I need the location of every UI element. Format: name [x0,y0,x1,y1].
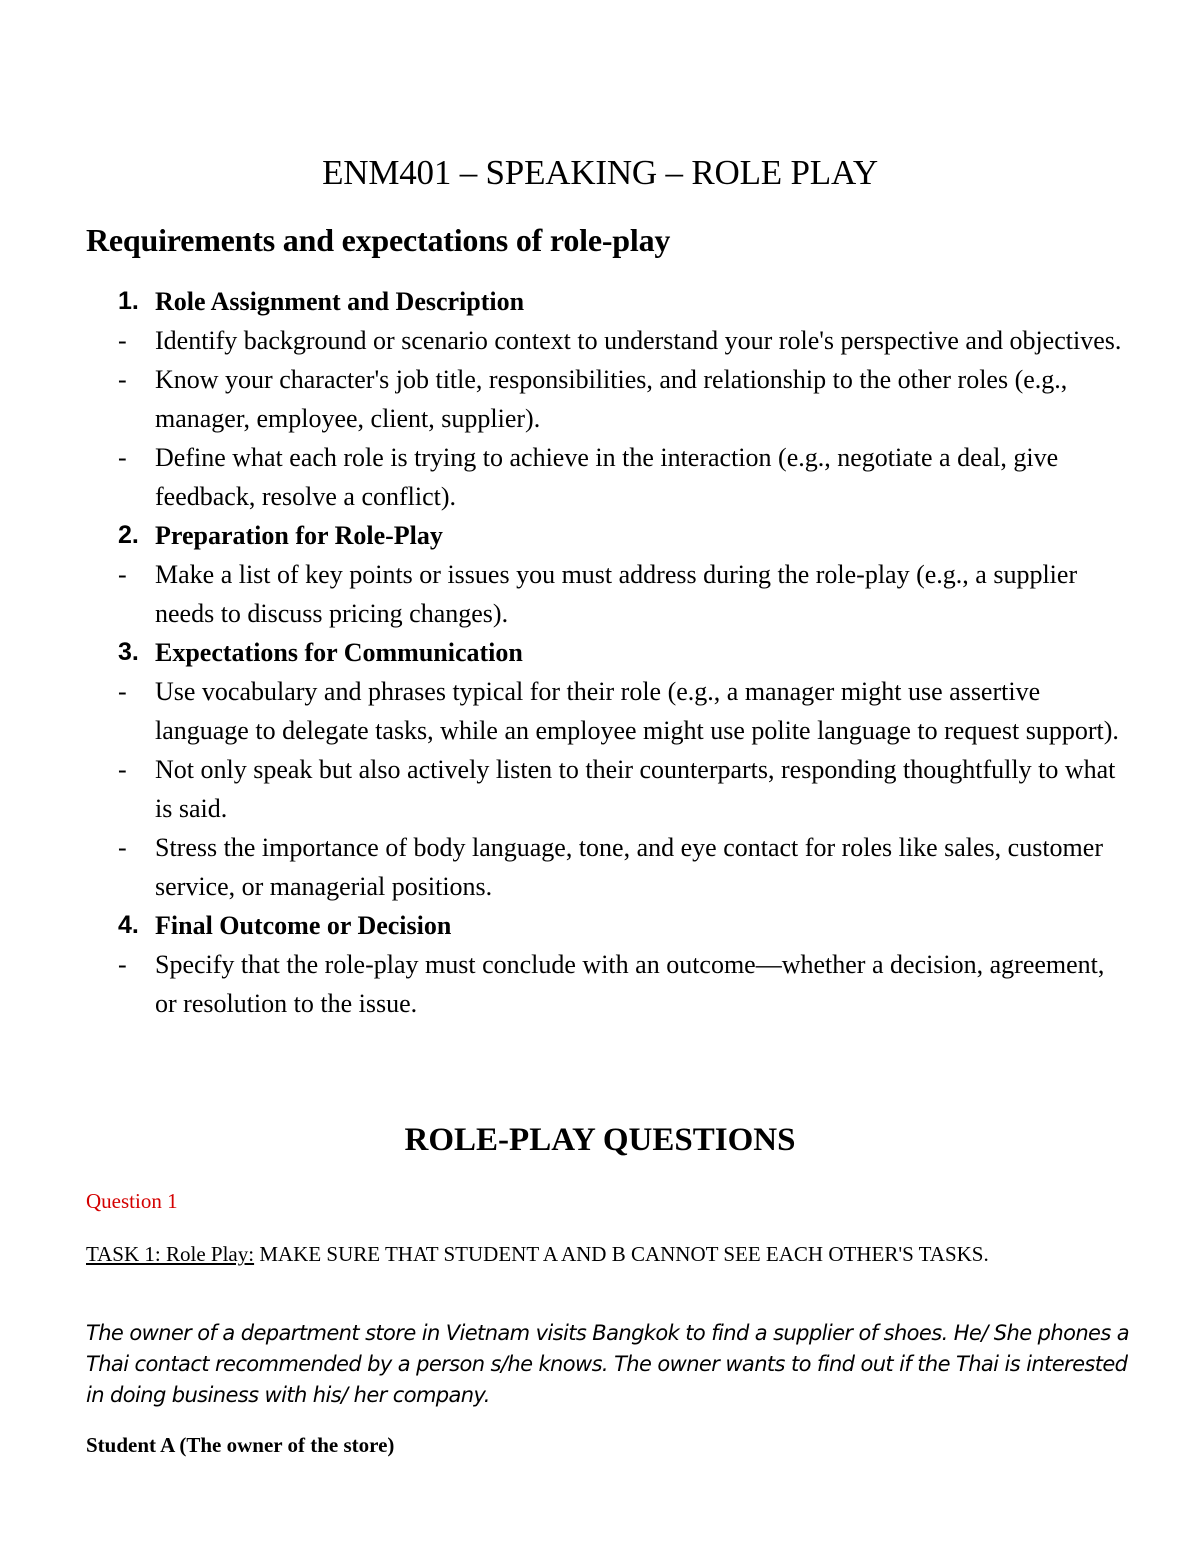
bullet-text: Define what each role is trying to achieve in the interaction (e.g., negotiate a deal, give feedback, resolve a conflict). [155,443,1059,511]
dash-marker: - [118,365,127,394]
bullet-text: Use vocabulary and phrases typical for their role (e.g., a manager might use assertive language to delegate tasks, while an employee might use polite language to request support). [155,677,1119,745]
task-text: MAKE SURE THAT STUDENT A AND B CANNOT SEE EACH OTHER'S TASKS. [254,1242,989,1266]
dash-marker: - [118,677,127,706]
list-number: 4. [118,911,139,939]
bullet-text: Not only speak but also actively listen to their counterparts, responding thoughtfully to what is said. [155,755,1116,823]
requirements-list [0,282,1200,1023]
question-label: Question 1 [86,1189,178,1213]
list-item [0,438,1200,516]
bullet-text: Know your character's job title, responsibilities, and relationship to the other roles (e.g., manager, employee, client, supplier). [155,365,1068,433]
scenario-text: The owner of a department store in Vietnam visits Bangkok to find a supplier of shoes. He/ She phones a Thai contact recommended by a person s/he knows. The owner wants to find out if the Thai is interested in doing business with his/ her company. [86,1321,1130,1407]
list-number: 1. [118,287,139,315]
list-item [0,321,1200,360]
document-title: ENM401 – SPEAKING – ROLE PLAY [322,153,878,192]
list-item [0,828,1200,906]
dash-marker: - [118,950,127,979]
list-item [0,360,1200,438]
list-item [0,750,1200,828]
list-heading-text: Expectations for Communication [155,638,523,667]
bullet-text: Make a list of key points or issues you must address during the role-play (e.g., a supplier needs to discuss pricing changes). [155,560,1078,628]
list-item-heading [0,282,1200,321]
dash-marker: - [118,443,127,472]
bullet-text: Identify background or scenario context to understand your role's perspective and objectives. [155,326,1122,355]
dash-marker: - [118,833,127,862]
dash-marker: - [118,755,127,784]
dash-marker: - [118,560,127,589]
task-label: TASK 1: Role Play: [86,1242,255,1266]
dash-marker: - [118,326,127,355]
list-item-heading [0,516,1200,555]
list-item-heading [0,633,1200,672]
list-number: 2. [118,521,139,549]
requirements-heading: Requirements and expectations of role-play [86,222,671,258]
list-number: 3. [118,638,139,666]
list-item [0,945,1200,1023]
list-heading-text: Role Assignment and Description [155,287,525,316]
list-item [0,555,1200,633]
list-heading-text: Preparation for Role-Play [155,521,443,550]
task-instruction [86,1239,1126,1269]
bullet-text: Specify that the role-play must conclude with an outcome—whether a decision, agreement, or resolution to the issue. [155,950,1105,1018]
list-item-heading [0,906,1200,945]
questions-heading: ROLE-PLAY QUESTIONS [404,1122,796,1158]
list-heading-text: Final Outcome or Decision [155,911,452,940]
list-item [0,672,1200,750]
bullet-text: Stress the importance of body language, tone, and eye contact for roles like sales, customer service, or managerial positions. [155,833,1103,901]
student-a-label: Student A (The owner of the store) [86,1433,395,1457]
